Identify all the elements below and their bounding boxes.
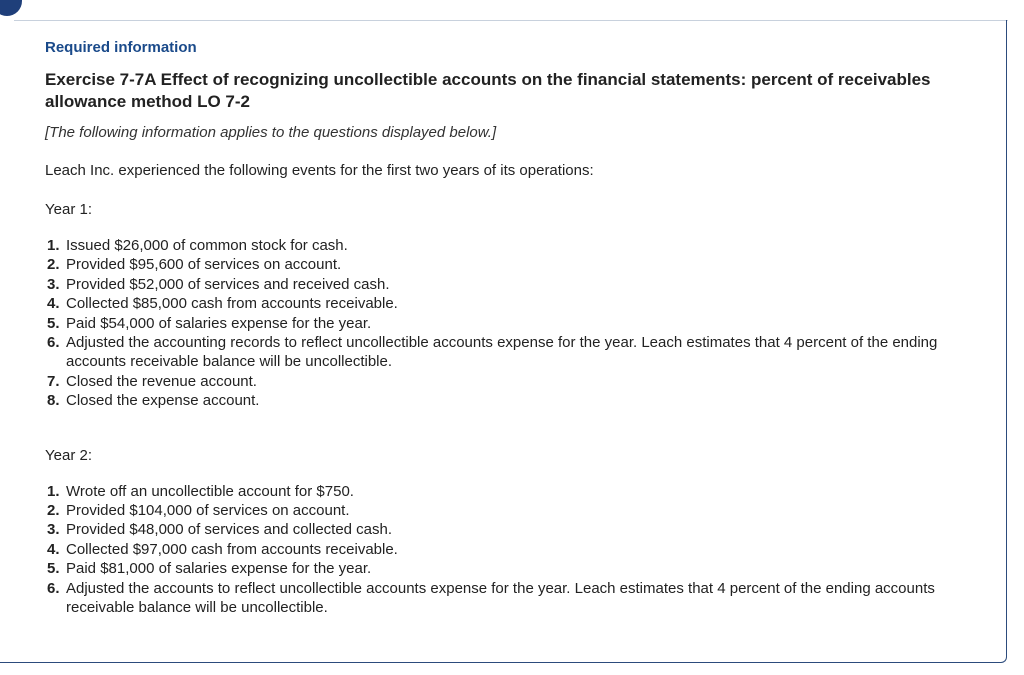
item-text: Paid $54,000 of salaries expense for the year. (66, 314, 372, 332)
list-item (45, 333, 975, 372)
required-information-label: Required information (45, 39, 197, 56)
item-number: 5. (47, 314, 60, 332)
list-item (45, 314, 975, 333)
applies-note: [The following information applies to the questions displayed below.] (45, 124, 497, 141)
item-number: 3. (47, 275, 60, 293)
item-number: 4. (47, 540, 60, 558)
item-number: 1. (47, 237, 60, 254)
item-text: Collected $85,000 cash from accounts receivable. (66, 295, 398, 313)
item-number: 8. (47, 392, 60, 410)
item-number: 7. (47, 372, 60, 390)
item-number: 3. (47, 521, 60, 539)
item-number: 5. (47, 560, 60, 578)
item-number: 2. (47, 256, 60, 274)
list-item (45, 275, 975, 294)
list-item (45, 540, 975, 559)
list-item (45, 482, 975, 501)
intro-text: Leach Inc. experienced the following events for the first two years of its operations: (45, 162, 594, 179)
item-text: Paid $81,000 of salaries expense for the year. (66, 560, 372, 578)
item-text: Provided $48,000 of services and collected cash. (66, 521, 393, 539)
item-text: Issued $26,000 of common stock for cash. (66, 237, 348, 254)
item-text: Adjusted the accounting records to reflect uncollectible accounts expense for the year. Leach estimates that 4 percent of the ending accounts receivable balance will be uncollectible. (66, 334, 938, 371)
year1-label: Year 1: (45, 201, 92, 218)
list-item (45, 255, 975, 274)
list-item (45, 579, 975, 618)
item-number: 6. (47, 579, 60, 597)
item-text: Provided $104,000 of services on account. (66, 502, 350, 520)
item-number: 6. (47, 334, 60, 352)
item-text: Collected $97,000 cash from accounts receivable. (66, 540, 398, 558)
item-number: 4. (47, 295, 60, 313)
item-text: Wrote off an uncollectible account for $750. (66, 482, 354, 500)
item-text: Provided $52,000 of services and received cash. (66, 275, 390, 293)
exercise-title: Exercise 7-7A Effect of recognizing uncollectible accounts on the financial statements: percent of receivables allowance method LO 7-2 (45, 70, 931, 111)
item-text: Adjusted the accounts to reflect uncollectible accounts expense for the year. Leach estimates that 4 percent of the ending accounts receivable balance will be uncollectible. (66, 579, 935, 617)
list-item (45, 501, 975, 520)
year1-events-list (45, 236, 975, 411)
item-text: Closed the revenue account. (66, 372, 257, 390)
year2-events-list (45, 482, 975, 618)
question-content (45, 38, 975, 618)
list-item (45, 559, 975, 578)
item-text: Closed the expense account. (66, 392, 260, 410)
list-item (45, 294, 975, 313)
list-item (45, 520, 975, 539)
year2-label: Year 2: (45, 446, 92, 464)
list-item (45, 391, 975, 410)
list-item (45, 236, 975, 255)
item-number: 1. (47, 482, 60, 500)
item-text: Provided $95,600 of services on account. (66, 256, 342, 274)
item-number: 2. (47, 502, 60, 520)
list-item (45, 372, 975, 391)
corner-badge (0, 0, 22, 16)
